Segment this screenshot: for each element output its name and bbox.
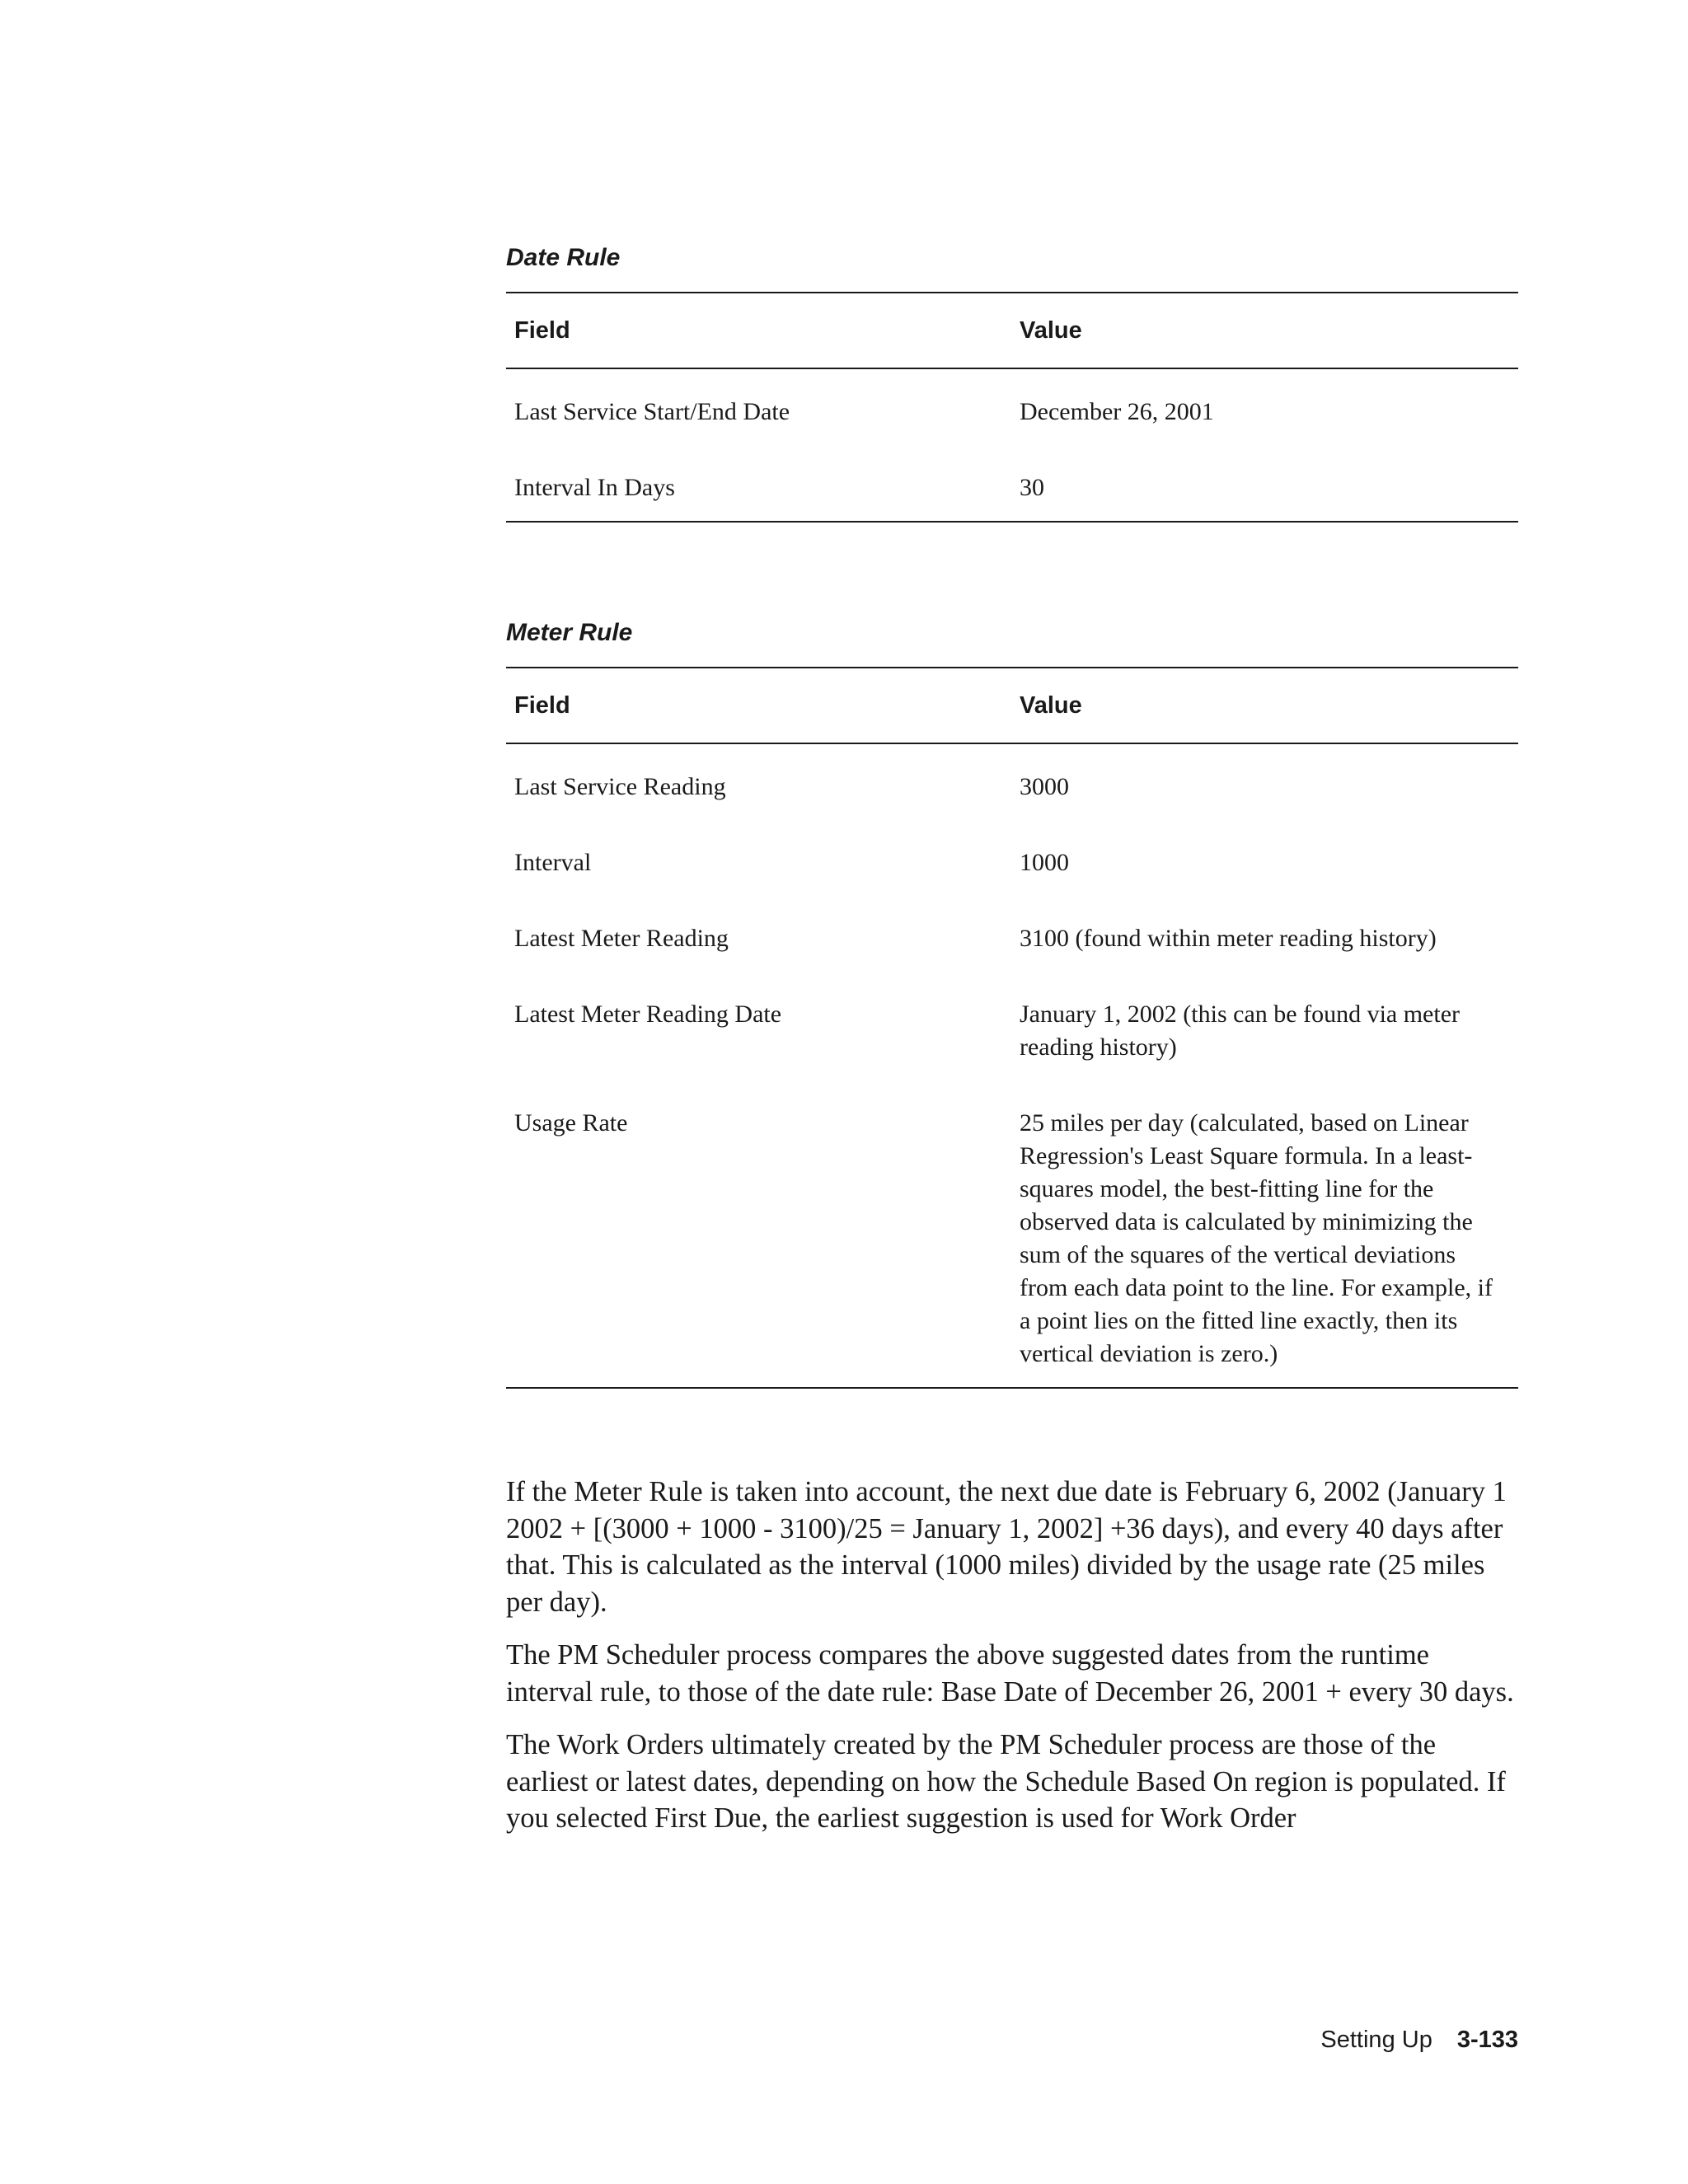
value-cell: 3000: [1020, 773, 1069, 800]
paragraph: The PM Scheduler process compares the above suggested dates from the runtime interval rule, to those of the date rule: Base Date of December 26, 2001 + every 30 days.: [506, 1639, 1514, 1708]
field-cell: Last Service Start/End Date: [514, 398, 790, 425]
table-row: [506, 998, 1518, 1107]
value-cell: January 1, 2002 (this can be found via meter reading history): [1020, 1001, 1461, 1061]
field-column-header: Field: [506, 293, 1011, 368]
field-cell: Latest Meter Reading: [514, 925, 729, 952]
page-number: 3-133: [1456, 2027, 1518, 2053]
field-cell: Last Service Reading: [514, 773, 726, 800]
value-cell: 30: [1020, 474, 1044, 501]
value-column-header: Value: [1011, 668, 1518, 743]
page-footer: [1320, 2025, 1518, 2055]
table-row: [506, 743, 1518, 846]
meter-rule-table: [506, 667, 1518, 1389]
body-text: [506, 1474, 1518, 1854]
meter-rule-title: Meter Rule: [506, 619, 633, 646]
date-rule-table: [506, 292, 1518, 523]
table-row: [506, 922, 1518, 998]
table-row: [506, 1107, 1518, 1388]
table-header-row: [506, 668, 1518, 743]
table-header-row: [506, 293, 1518, 368]
value-cell: December 26, 2001: [1020, 398, 1214, 425]
date-rule-title: Date Rule: [506, 244, 621, 271]
field-cell: Interval: [514, 849, 592, 876]
footer-section-title: Setting Up: [1320, 2027, 1432, 2053]
value-cell: 1000: [1020, 849, 1069, 876]
table-row: [506, 846, 1518, 922]
value-column-header: Value: [1011, 293, 1518, 368]
value-cell: 25 miles per day (calculated, based on Linear Regression's Least Square formula. In a least-squares model, the best-fitting line for the observed data is calculated by minimizing the sum of the squares of the vertical deviations from each data point to the line. For example, if a point lies on the fitted line exactly, then its vertical deviation is zero.): [1020, 1109, 1493, 1367]
value-cell: 3100 (found within meter reading history): [1020, 925, 1437, 952]
field-cell: Interval In Days: [514, 474, 675, 501]
field-cell: Usage Rate: [514, 1109, 628, 1137]
table-row: [506, 368, 1518, 471]
paragraph: If the Meter Rule is taken into account, the next due date is February 6, 2002 (January 1 2002 + [(3000 + 1000 - 3100)/25 = January 1, 2002] +36 days), and every 40 days after that. This is calculated as the interval (1000 miles) divided by the usage rate (25 miles per day).: [506, 1476, 1507, 1618]
field-column-header: Field: [506, 668, 1011, 743]
paragraph: The Work Orders ultimately created by the PM Scheduler process are those of the earliest or latest dates, depending on how the Schedule Based On region is populated. If you selected First Due, the earliest suggestion is used for Work Order: [506, 1729, 1506, 1834]
table-row: [506, 471, 1518, 522]
field-cell: Latest Meter Reading Date: [514, 1001, 782, 1028]
